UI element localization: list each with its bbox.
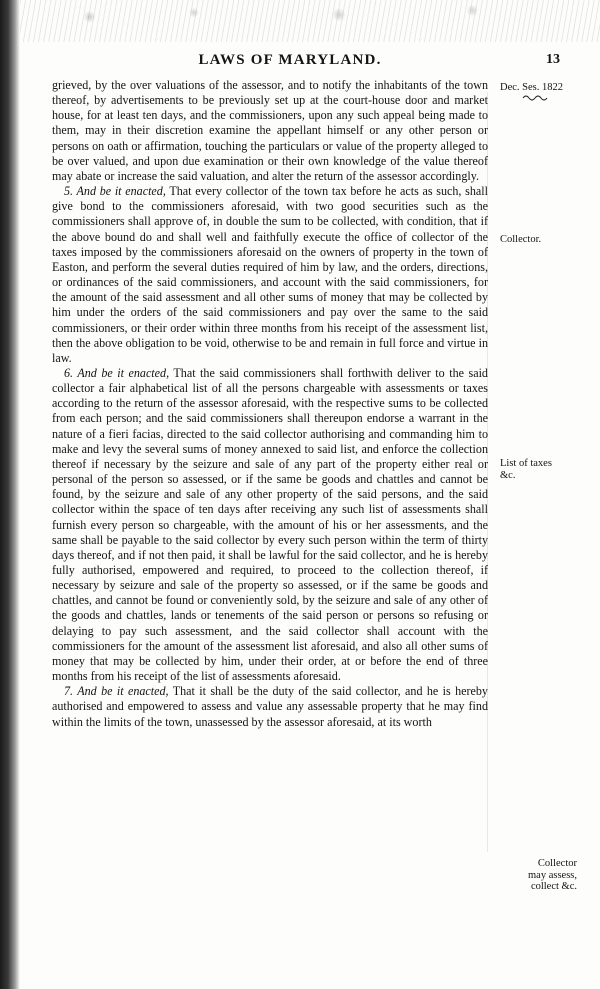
section-5-text: That every collector of the town tax before he acts as such, shall give bond to the commissioners aforesaid, with two good securities such as the commissioners shall approve of, in double the sum to be collected, with condition, that if the above bound do and shall well and faithfully execute the office of collector of the taxes imposed by the commissioners aforesaid on the owners of property in the town of Easton, and perform the several duties required of him by law, and the orders, directions, or ordinances of the said commissioners, and account with the said commissioners, for the amount of the said assessment and all other sums of money that may be collected by him under the orders of the said commissioners and pay over the same to the said commissioners, or their order within three months from his receipt of the assessment list, then the above obligation to be void, otherwise to be and remain in full force and virtue in law. (52, 184, 488, 365)
margin-note-collector: Collector. (500, 234, 542, 245)
squiggle-mark (522, 94, 548, 102)
page-binding-shadow (0, 0, 20, 989)
margin-note-line: Collector (537, 858, 577, 869)
page-number: 13 (546, 52, 560, 67)
scan-noise (20, 0, 600, 42)
section-5 (52, 184, 488, 366)
body-text (52, 78, 488, 730)
margin-note-line: List of taxes (500, 458, 552, 469)
margin-note-line: may assess, (528, 869, 577, 881)
section-6-label: 6. And be it enacted, (64, 365, 170, 380)
page-header (40, 52, 560, 74)
section-5-label: 5. And be it enacted, (64, 184, 166, 199)
session-label: Dec. Ses. 1822 (500, 82, 563, 93)
section-7 (52, 684, 488, 729)
margin-note-line: &c. (500, 469, 516, 481)
margin-note-list-of-taxes (500, 458, 592, 481)
section-7-label: 7. And be it enacted, (64, 684, 169, 699)
running-head: LAWS OF MARYLAND. (198, 52, 382, 68)
section-6 (52, 366, 488, 684)
section-7-text: That it shall be the duty of the said collector, and he is hereby authorised and empowered to assess and value any assessable property that he may find within the limits of the town, unassessed by the assessor aforesaid, at its worth (52, 684, 488, 729)
margin-note-collector-assess (503, 858, 577, 893)
paragraph-continued: grieved, by the over valuations of the assessor, and to notify the inhabitants of the town thereof, by advertisements to be previously set up at the court-house door and market house, for at least ten days, and the commissioners, upon any such appeal being made to them, may in their discretion examine the appellant himself or any other person or persons on oath or affirmation, touching the particulars or value of the property alleged to be over valued, and upon due examination or their own knowledge of the value thereof may abate or increase the said valuation, and alter the return of the assessor accordingly. (52, 78, 488, 183)
margin-note-session (500, 82, 592, 102)
margin-note-line: collect &c. (530, 881, 577, 892)
section-6-text: That the said commissioners shall forthwith deliver to the said collector a fair alphabetical list of all the persons chargeable with assessments or taxes according to the return of the assessor aforesaid, with the respective sums to be collected from each person; and the said commissioners shall thereupon endorse a warrant in the nature of a fieri facias, directed to the said collector authorising and commanding him to make and levy the several sums of money annexed to said list, and enforce the collection thereof if necessary by the seizure and sale of any part of the property either real or personal of the person so assessed, or if the same be goods and chattles and cannot be found, by the seizure and sale of any other property of the said persons, and the said collector within the space of ten days after receiving any such list of assessments shall furnish every person so chargeable, with the amount of his or her assessments, and the same shall be payable to the said collector by every such person within the term of thirty days thereof, and if not then paid, it shall be lawful for the said collector, and he is hereby fully authorised, empowered and required, to proceed to the collection thereof, if necessary by seizure and sale of the property so assessed, or if the same be goods and chattles, and cannot be found or conveniently sold, by the seizure and sale of any other of the goods and chattles, lands or tenements of the said person or persons so refusing or delaying to pay such assessment, and the said collector shall account with the commissioners for the amount of the assessment list aforesaid, and also all other sums of money that may be collected by him, under their order, at or before the end of three months from his receipt of the list of assessments aforesaid. (52, 365, 488, 684)
